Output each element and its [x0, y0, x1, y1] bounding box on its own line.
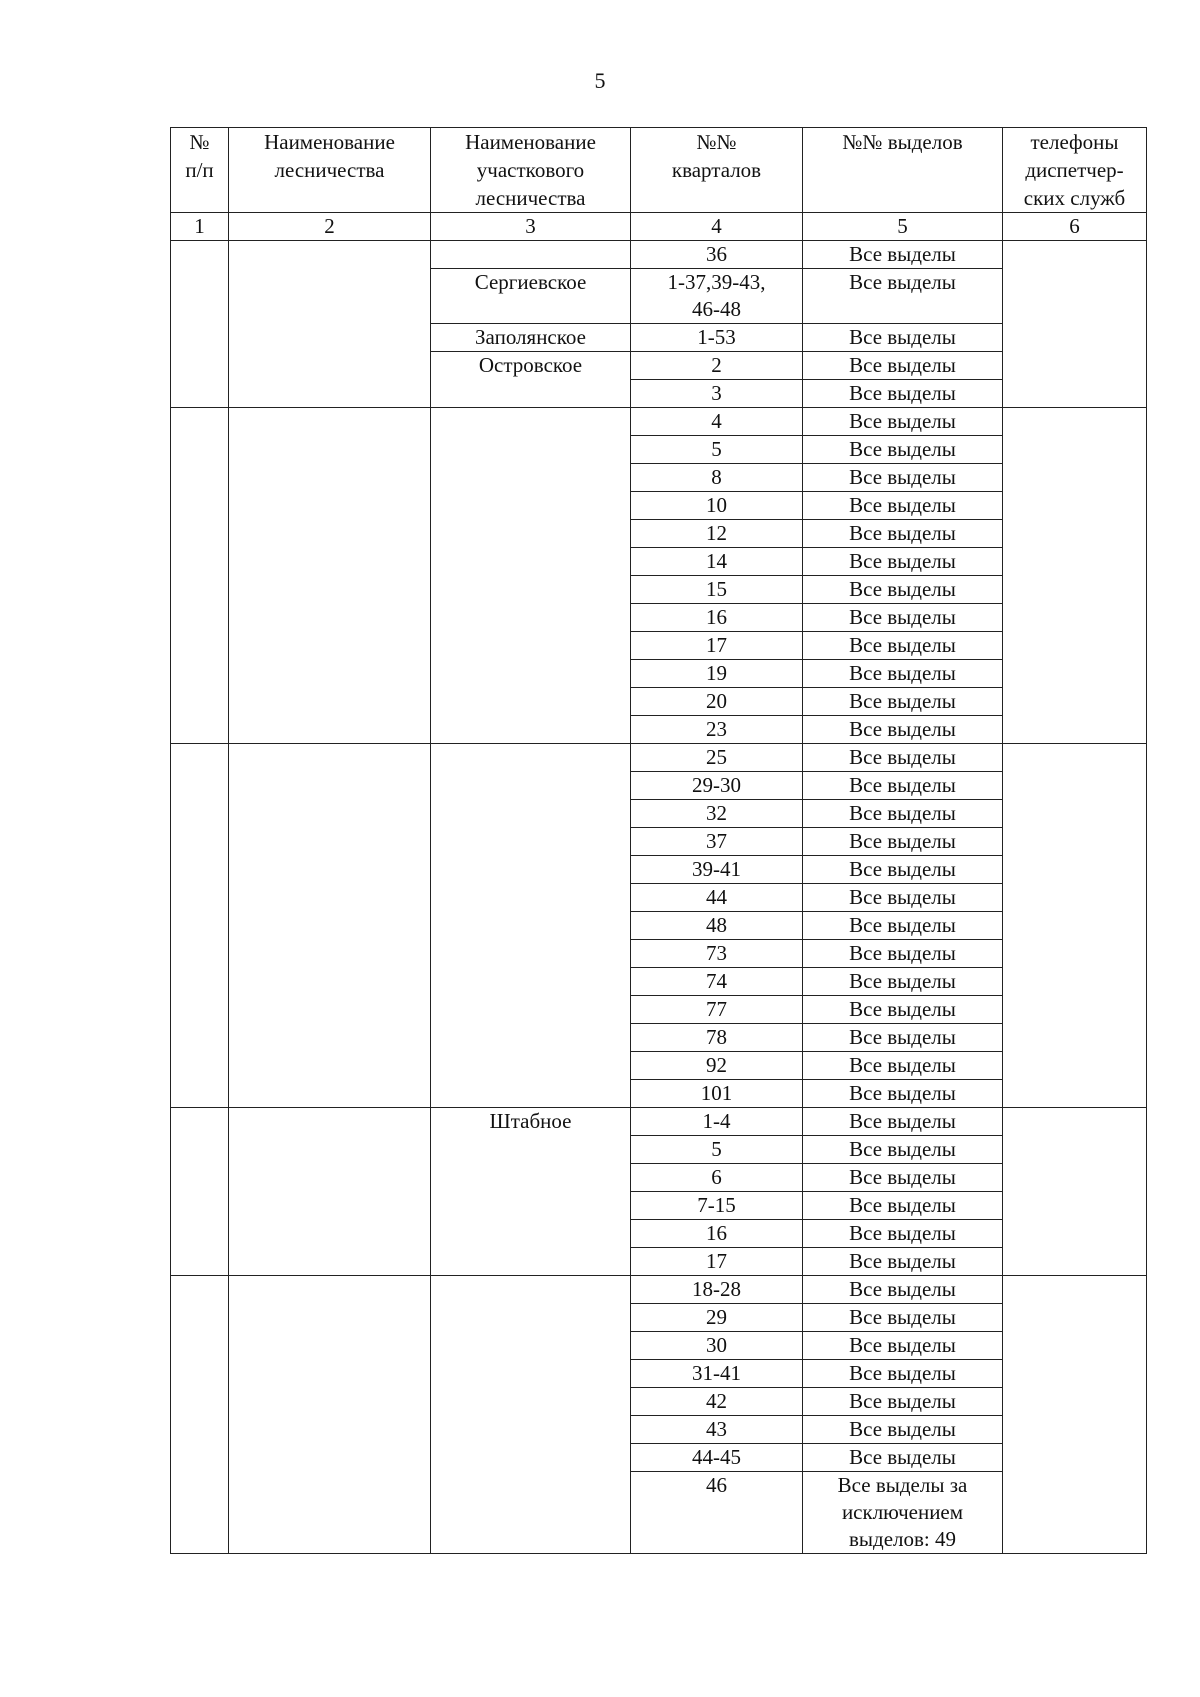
quarter-numbers: 1-53	[697, 325, 736, 349]
quarter-numbers: 6	[711, 1165, 722, 1189]
quarter-numbers: 37	[706, 829, 727, 853]
quarter-numbers: 73	[706, 941, 727, 965]
plot-numbers: Все выделы	[849, 773, 956, 797]
quarter-numbers: 36	[706, 242, 727, 266]
plot-numbers: Все выделы	[849, 549, 956, 573]
plot-numbers-cell	[803, 744, 1003, 772]
row-number-cell	[171, 1276, 229, 1554]
header-text: лесничества	[475, 186, 586, 210]
table-row	[171, 1108, 1147, 1136]
column-number: 1	[171, 213, 229, 241]
plot-numbers-cell	[803, 772, 1003, 800]
plot-numbers: Все выделы	[849, 689, 956, 713]
dispatch-phone-cell	[1003, 1108, 1147, 1276]
plot-numbers: Все выделы	[849, 941, 956, 965]
quarter-numbers-cell	[631, 800, 803, 828]
district-forestry-cell	[431, 241, 631, 269]
district-forestry-cell	[431, 324, 631, 352]
quarter-numbers: 29-30	[692, 773, 741, 797]
header-text: №№ выделов	[842, 130, 963, 154]
district-forestry-name: Заполянское	[475, 325, 586, 349]
plot-numbers-cell	[803, 548, 1003, 576]
table-row	[171, 1276, 1147, 1304]
plot-numbers: Все выделы	[849, 1221, 956, 1245]
quarter-numbers: 46-48	[692, 297, 741, 321]
quarter-numbers-cell	[631, 1108, 803, 1136]
header-text: Наименование	[465, 130, 596, 154]
district-forestry-cell	[431, 269, 631, 324]
district-forestry-cell	[431, 744, 631, 1108]
plot-numbers-cell	[803, 241, 1003, 269]
plot-numbers: Все выделы	[849, 1361, 956, 1385]
quarter-numbers: 39-41	[692, 857, 741, 881]
quarter-numbers-cell	[631, 1472, 803, 1554]
row-number-cell	[171, 1108, 229, 1276]
plot-numbers-cell	[803, 408, 1003, 436]
quarter-numbers: 44	[706, 885, 727, 909]
dispatch-phone-cell	[1003, 744, 1147, 1108]
quarter-numbers: 14	[706, 549, 727, 573]
plot-numbers: Все выделы за	[837, 1473, 968, 1497]
quarter-numbers-cell	[631, 1080, 803, 1108]
quarter-numbers: 5	[711, 1137, 722, 1161]
plot-numbers: Все выделы	[849, 1193, 956, 1217]
plot-numbers-cell	[803, 660, 1003, 688]
dispatch-phone-cell	[1003, 408, 1147, 744]
header-text: лесничества	[274, 158, 385, 182]
quarter-numbers-cell	[631, 968, 803, 996]
plot-numbers-cell	[803, 940, 1003, 968]
quarter-numbers: 77	[706, 997, 727, 1021]
plot-numbers: Все выделы	[849, 521, 956, 545]
plot-numbers-cell	[803, 1052, 1003, 1080]
quarter-numbers: 12	[706, 521, 727, 545]
row-number-cell	[171, 744, 229, 1108]
plot-numbers: исключением	[841, 1500, 964, 1524]
quarter-numbers: 30	[706, 1333, 727, 1357]
quarter-numbers-cell	[631, 828, 803, 856]
district-forestry-cell	[431, 1276, 631, 1554]
quarter-numbers-cell	[631, 1444, 803, 1472]
plot-numbers-cell	[803, 1220, 1003, 1248]
quarter-numbers: 101	[700, 1081, 733, 1105]
quarter-numbers-cell	[631, 632, 803, 660]
plot-numbers-cell	[803, 520, 1003, 548]
table-row	[171, 744, 1147, 772]
plot-numbers-cell	[803, 1108, 1003, 1136]
plot-numbers-cell	[803, 269, 1003, 324]
forestry-name-cell	[229, 1276, 431, 1554]
plot-numbers: Все выделы	[849, 1025, 956, 1049]
plot-numbers-cell	[803, 632, 1003, 660]
header-text: п/п	[185, 158, 214, 182]
table-body	[171, 241, 1147, 1554]
plot-numbers-cell	[803, 716, 1003, 744]
quarter-numbers: 29	[706, 1305, 727, 1329]
quarter-numbers: 16	[706, 1221, 727, 1245]
header-plot-numbers	[803, 128, 1003, 213]
plot-numbers-cell	[803, 1304, 1003, 1332]
quarter-numbers: 3	[711, 381, 722, 405]
plot-numbers-cell	[803, 436, 1003, 464]
plot-numbers: Все выделы	[849, 242, 956, 266]
quarter-numbers: 17	[706, 1249, 727, 1273]
quarter-numbers: 10	[706, 493, 727, 517]
plot-numbers-cell	[803, 996, 1003, 1024]
plot-numbers-cell	[803, 1332, 1003, 1360]
quarter-numbers: 25	[706, 745, 727, 769]
plot-numbers-cell	[803, 688, 1003, 716]
quarter-numbers-cell	[631, 716, 803, 744]
plot-numbers-cell	[803, 576, 1003, 604]
quarter-numbers-cell	[631, 1360, 803, 1388]
plot-numbers-cell	[803, 912, 1003, 940]
plot-numbers-cell	[803, 800, 1003, 828]
header-text: №	[189, 130, 210, 154]
plot-numbers-cell	[803, 1164, 1003, 1192]
plot-numbers: Все выделы	[849, 913, 956, 937]
quarter-numbers: 74	[706, 969, 727, 993]
plot-numbers-cell	[803, 464, 1003, 492]
quarter-numbers-cell	[631, 884, 803, 912]
plot-numbers-cell	[803, 828, 1003, 856]
quarter-numbers-cell	[631, 1416, 803, 1444]
table-header-row	[171, 128, 1147, 213]
plot-numbers: Все выделы	[849, 325, 956, 349]
plot-numbers: Все выделы	[849, 829, 956, 853]
quarter-numbers-cell	[631, 1276, 803, 1304]
table-row	[171, 408, 1147, 436]
dispatch-phone-cell	[1003, 241, 1147, 408]
quarter-numbers: 42	[706, 1389, 727, 1413]
plot-numbers: Все выделы	[849, 605, 956, 629]
plot-numbers: Все выделы	[849, 1305, 956, 1329]
plot-numbers: Все выделы	[849, 1081, 956, 1105]
plot-numbers: Все выделы	[849, 1249, 956, 1273]
column-number: 2	[229, 213, 431, 241]
quarter-numbers-cell	[631, 604, 803, 632]
header-text: ских служб	[1023, 186, 1126, 210]
plot-numbers: Все выделы	[849, 577, 956, 601]
quarter-numbers-cell	[631, 241, 803, 269]
quarter-numbers-cell	[631, 996, 803, 1024]
plot-numbers-cell	[803, 1472, 1003, 1554]
quarter-numbers: 7-15	[697, 1193, 736, 1217]
quarter-numbers: 43	[706, 1417, 727, 1441]
quarter-numbers-cell	[631, 1332, 803, 1360]
plot-numbers: Все выделы	[849, 1137, 956, 1161]
plot-numbers: Все выделы	[849, 1109, 956, 1133]
plot-numbers: Все выделы	[849, 270, 956, 294]
quarter-numbers: 15	[706, 577, 727, 601]
quarter-numbers-cell	[631, 464, 803, 492]
forestry-name-cell	[229, 408, 431, 744]
quarter-numbers-cell	[631, 520, 803, 548]
quarter-numbers-cell	[631, 269, 803, 324]
quarter-numbers-cell	[631, 744, 803, 772]
plot-numbers: Все выделы	[849, 353, 956, 377]
quarter-numbers-cell	[631, 1304, 803, 1332]
plot-numbers-cell	[803, 968, 1003, 996]
quarter-numbers: 1-4	[702, 1109, 731, 1133]
plot-numbers: Все выделы	[849, 997, 956, 1021]
quarter-numbers-cell	[631, 1052, 803, 1080]
quarter-numbers: 4	[711, 409, 722, 433]
header-text: участкового	[476, 158, 585, 182]
plot-numbers-cell	[803, 1276, 1003, 1304]
header-dispatch-phones	[1003, 128, 1147, 213]
dispatch-phone-cell	[1003, 1276, 1147, 1554]
plot-numbers-cell	[803, 856, 1003, 884]
quarter-numbers: 46	[706, 1473, 727, 1497]
quarter-numbers-cell	[631, 856, 803, 884]
quarter-numbers-cell	[631, 1136, 803, 1164]
quarter-numbers-cell	[631, 324, 803, 352]
quarter-numbers-cell	[631, 912, 803, 940]
header-text: кварталов	[671, 158, 762, 182]
plot-numbers: Все выделы	[849, 1333, 956, 1357]
forestry-name-cell	[229, 1108, 431, 1276]
district-forestry-cell	[431, 1108, 631, 1276]
plot-numbers: Все выделы	[849, 717, 956, 741]
plot-numbers-cell	[803, 1248, 1003, 1276]
plot-numbers: Все выделы	[849, 969, 956, 993]
quarter-numbers-cell	[631, 1192, 803, 1220]
column-number-row	[171, 213, 1147, 241]
plot-numbers-cell	[803, 1080, 1003, 1108]
district-forestry-cell	[431, 352, 631, 408]
row-number-cell	[171, 241, 229, 408]
quarter-numbers: 2	[711, 353, 722, 377]
forest-quarters-table	[170, 127, 1147, 1554]
header-row-number	[171, 128, 229, 213]
plot-numbers-cell	[803, 1024, 1003, 1052]
plot-numbers: Все выделы	[849, 381, 956, 405]
quarter-numbers-cell	[631, 1164, 803, 1192]
quarter-numbers: 18-28	[692, 1277, 741, 1301]
quarter-numbers-cell	[631, 380, 803, 408]
plot-numbers-cell	[803, 492, 1003, 520]
quarter-numbers: 44-45	[692, 1445, 741, 1469]
column-number: 4	[631, 213, 803, 241]
quarter-numbers-cell	[631, 940, 803, 968]
plot-numbers: Все выделы	[849, 1389, 956, 1413]
quarter-numbers: 31-41	[692, 1361, 741, 1385]
plot-numbers-cell	[803, 1416, 1003, 1444]
quarter-numbers: 23	[706, 717, 727, 741]
plot-numbers-cell	[803, 884, 1003, 912]
quarter-numbers: 78	[706, 1025, 727, 1049]
quarter-numbers: 17	[706, 633, 727, 657]
plot-numbers: Все выделы	[849, 1445, 956, 1469]
plot-numbers-cell	[803, 1192, 1003, 1220]
plot-numbers-cell	[803, 380, 1003, 408]
quarter-numbers-cell	[631, 660, 803, 688]
plot-numbers-cell	[803, 1444, 1003, 1472]
quarter-numbers: 1-37,39-43,	[667, 270, 766, 294]
quarter-numbers: 19	[706, 661, 727, 685]
quarter-numbers: 92	[706, 1053, 727, 1077]
table-row	[171, 241, 1147, 269]
quarter-numbers: 8	[711, 465, 722, 489]
header-text: №№	[696, 130, 737, 154]
plot-numbers: Все выделы	[849, 1417, 956, 1441]
column-number: 6	[1003, 213, 1147, 241]
quarter-numbers-cell	[631, 436, 803, 464]
plot-numbers-cell	[803, 1388, 1003, 1416]
quarter-numbers: 32	[706, 801, 727, 825]
quarter-numbers-cell	[631, 548, 803, 576]
column-number: 3	[431, 213, 631, 241]
plot-numbers: Все выделы	[849, 493, 956, 517]
plot-numbers-cell	[803, 604, 1003, 632]
district-forestry-name: Штабное	[489, 1109, 572, 1133]
quarter-numbers-cell	[631, 688, 803, 716]
quarter-numbers-cell	[631, 1220, 803, 1248]
plot-numbers: Все выделы	[849, 633, 956, 657]
plot-numbers: Все выделы	[849, 437, 956, 461]
quarter-numbers-cell	[631, 772, 803, 800]
plot-numbers: выделов: 49	[848, 1527, 956, 1551]
plot-numbers: Все выделы	[849, 857, 956, 881]
page-number: 5	[594, 68, 606, 93]
quarter-numbers-cell	[631, 576, 803, 604]
district-forestry-name: Островское	[478, 353, 583, 377]
plot-numbers: Все выделы	[849, 1277, 956, 1301]
quarter-numbers-cell	[631, 1388, 803, 1416]
plot-numbers-cell	[803, 352, 1003, 380]
forestry-name-cell	[229, 241, 431, 408]
header-text: диспетчер-	[1025, 158, 1124, 182]
plot-numbers: Все выделы	[849, 1053, 956, 1077]
quarter-numbers-cell	[631, 1024, 803, 1052]
header-text: Наименование	[264, 130, 395, 154]
quarter-numbers: 48	[706, 913, 727, 937]
quarter-numbers-cell	[631, 408, 803, 436]
quarter-numbers-cell	[631, 1248, 803, 1276]
forestry-name-cell	[229, 744, 431, 1108]
plot-numbers: Все выделы	[849, 885, 956, 909]
quarter-numbers-cell	[631, 352, 803, 380]
column-number: 5	[803, 213, 1003, 241]
quarter-numbers: 20	[706, 689, 727, 713]
plot-numbers-cell	[803, 1360, 1003, 1388]
header-quarter-numbers	[631, 128, 803, 213]
plot-numbers: Все выделы	[849, 661, 956, 685]
header-text: телефоны	[1030, 130, 1119, 154]
plot-numbers: Все выделы	[849, 465, 956, 489]
plot-numbers: Все выделы	[849, 409, 956, 433]
district-forestry-cell	[431, 408, 631, 744]
plot-numbers: Все выделы	[849, 801, 956, 825]
plot-numbers-cell	[803, 1136, 1003, 1164]
quarter-numbers: 16	[706, 605, 727, 629]
quarter-numbers: 5	[711, 437, 722, 461]
header-district-forestry-name	[431, 128, 631, 213]
district-forestry-name: Сергиевское	[474, 270, 587, 294]
plot-numbers-cell	[803, 324, 1003, 352]
plot-numbers: Все выделы	[849, 1165, 956, 1189]
row-number-cell	[171, 408, 229, 744]
plot-numbers: Все выделы	[849, 745, 956, 769]
header-forestry-name	[229, 128, 431, 213]
quarter-numbers-cell	[631, 492, 803, 520]
